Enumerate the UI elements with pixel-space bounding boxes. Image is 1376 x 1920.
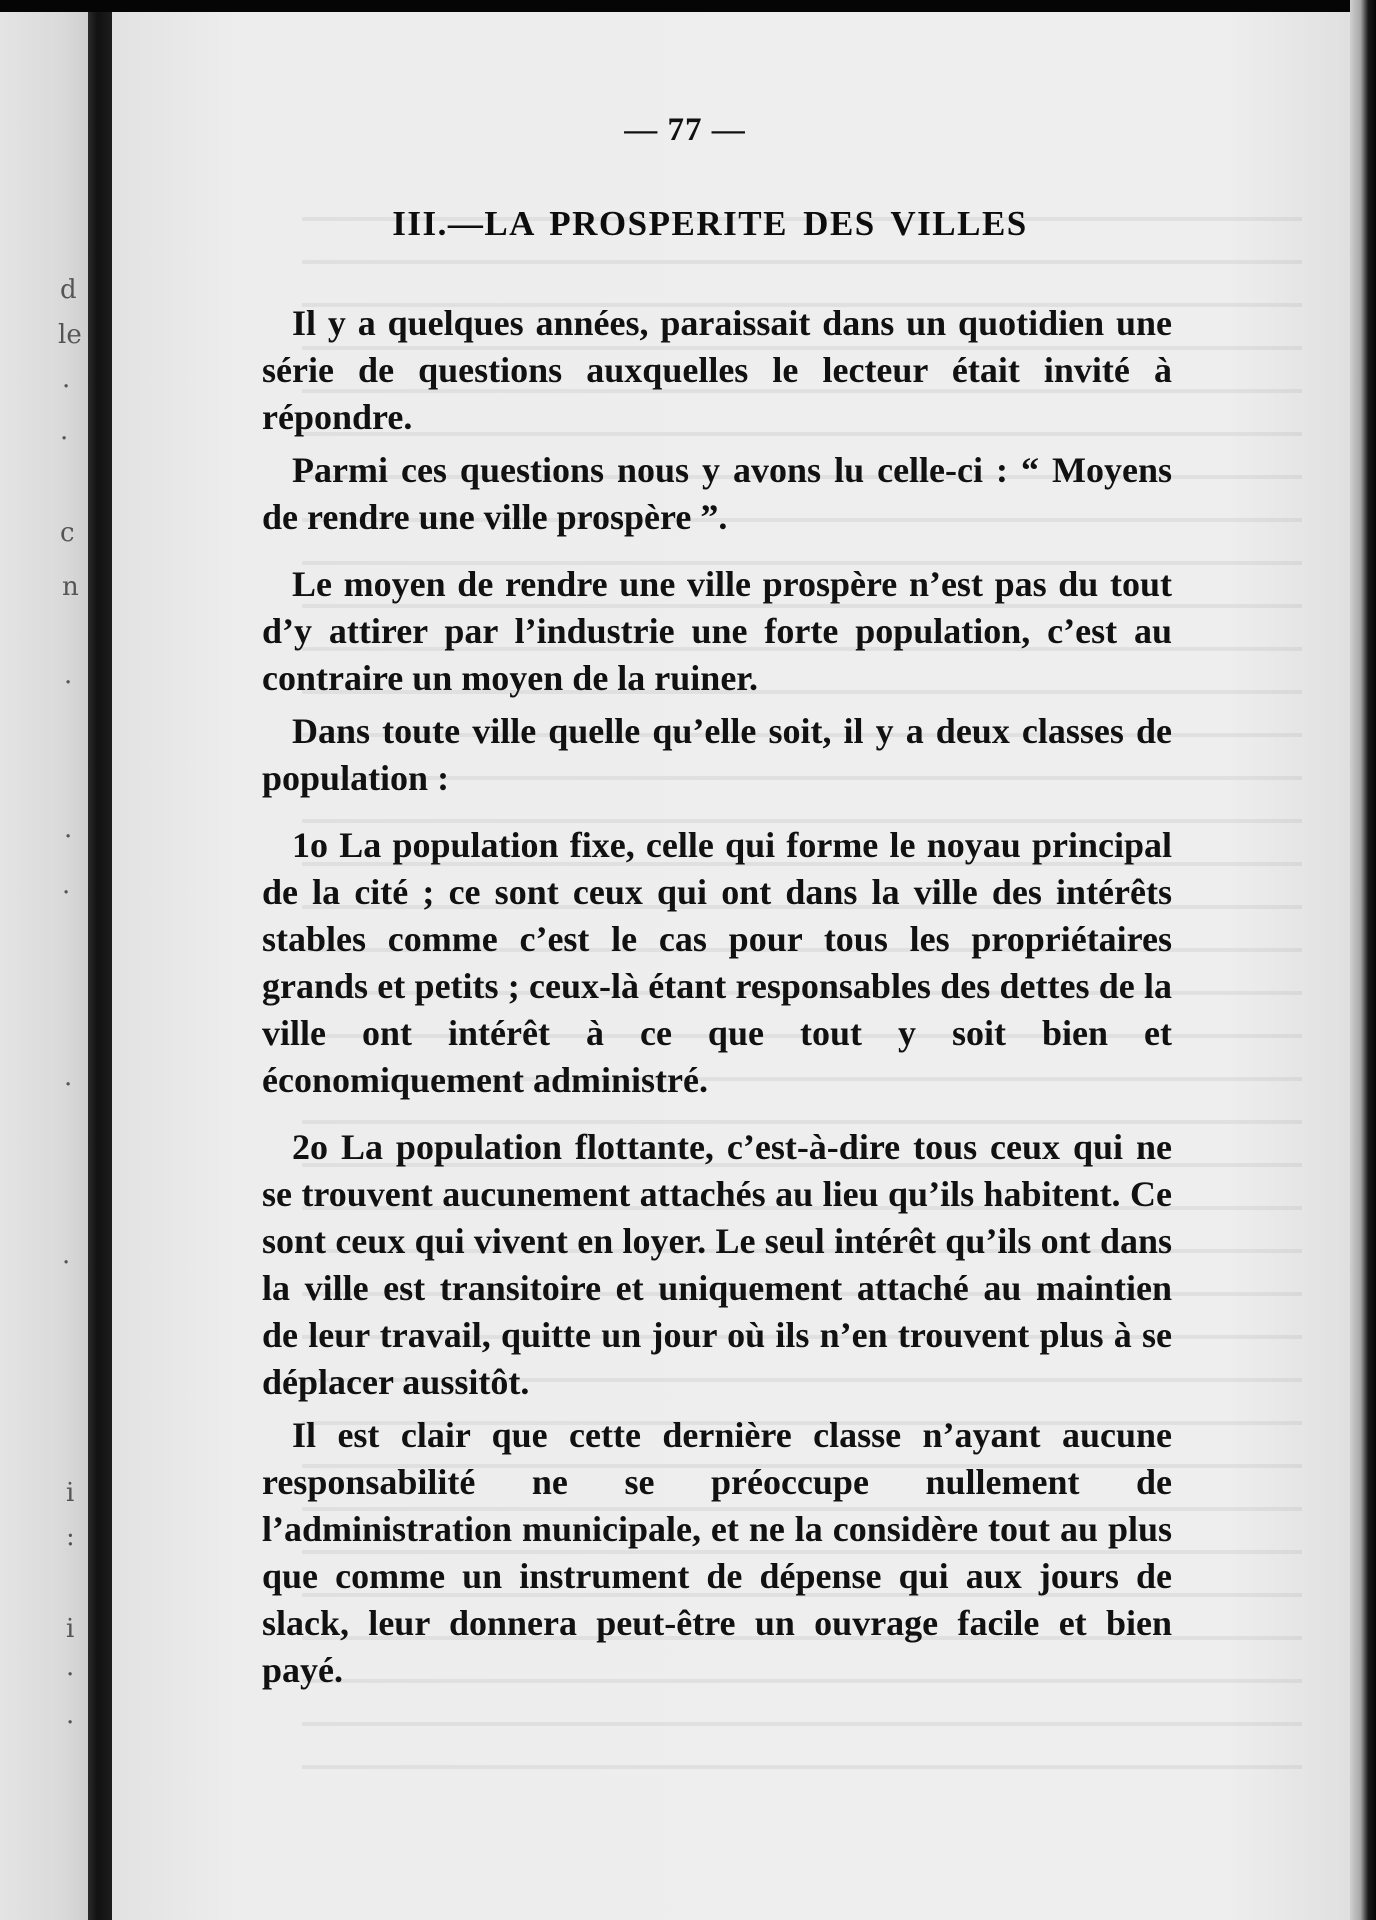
bleed-through-marks: d le · · c n · · · · · i : i · · (58, 275, 82, 1738)
paragraph: Il y a quelques années, paraissait dans un quotidien une série de questions auxquelles le lecteur était invité à répondre. (262, 303, 1172, 437)
section-title: III.—LA PROSPERITE DES VILLES (392, 204, 1028, 243)
paragraph: Parmi ces questions nous y avons lu celle-ci : “ Moyens de rendre une ville prospère ”. (262, 450, 1172, 537)
paragraph: Dans toute ville quelle qu’elle soit, il y a deux classes de population : (262, 711, 1172, 798)
paragraph: Le moyen de rendre une ville prospère n’est pas du tout d’y attirer par l’industrie une forte population, c’est au contraire un moyen de la ruiner. (262, 564, 1172, 698)
paragraph: Il est clair que cette dernière classe n’ayant aucune responsabilité ne se préoccupe nullement de l’administration municipale, et ne la considère tout au plus que comme un instrument de dépense qui aux jours de slack, leur donnera peut-être un ouvrage facile et bien payé. (262, 1415, 1172, 1690)
top-scan-border (0, 0, 1376, 12)
paragraph: 1o La population fixe, celle qui forme le noyau principal de la cité ; ce sont ceux qui ont dans la ville des intérêts stables comme c’est le cas pour tous les propriétaires grands et petits ; ceux-là étant responsables des dettes de la ville ont intérêt à ce que tout y soit bien et économiquement administré. (262, 825, 1172, 1100)
page-number: — 77 — (624, 112, 746, 148)
paragraph: 2o La population flottante, c’est-à-dire tous ceux qui ne se trouvent aucunement attachés au lieu qu’ils habitent. Ce sont ceux qui vivent en loyer. Le seul intérêt qu’ils ont dans la ville est transitoire et uniquement attaché au maintien de leur travail, quitte un jour où ils n’en trouvent plus à se déplacer aussitôt. (262, 1127, 1172, 1402)
binding-gutter (88, 0, 112, 1920)
body-text (262, 300, 1172, 1694)
right-scan-border (1350, 0, 1376, 1920)
